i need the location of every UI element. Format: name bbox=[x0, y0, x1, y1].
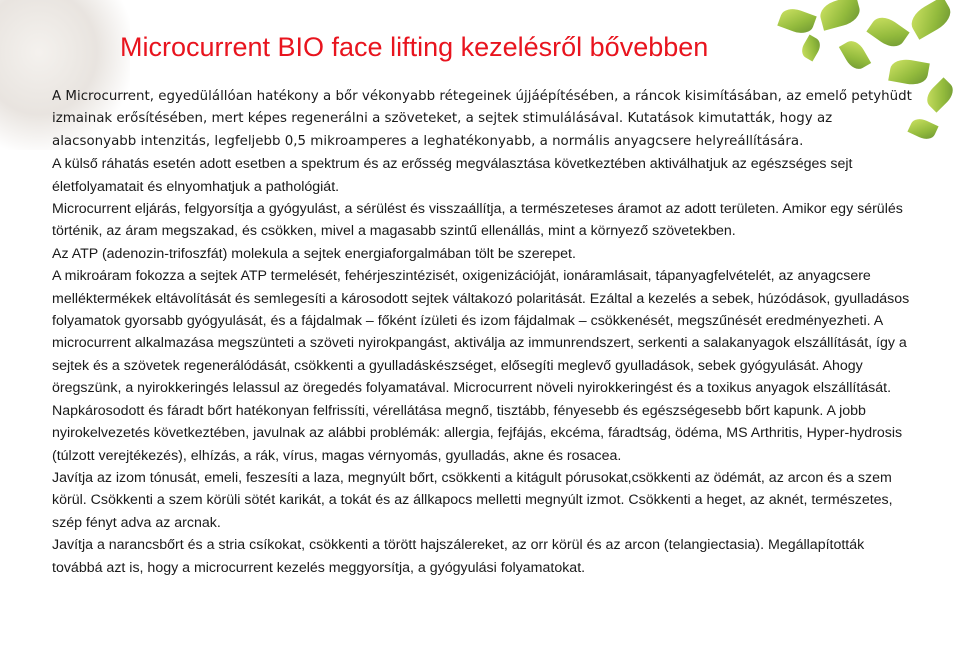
paragraph-procedure: Microcurrent eljárás, felgyorsítja a gyógyulást, a sérülést és visszaállítja, a természeteses áramot az adott területen. Amikor egy sérülés történik, az áram megszakad, és csökken, mivel a magasabb szintű ellenállás, mint a környező szövetekben. bbox=[52, 201, 903, 240]
paragraph-intro: A Microcurrent, egyedülállóan hatékony a bőr vékonyabb rétegeinek újjáépítésében, a ráncok kisimításában, az emelő petyhüdt izmainak erősítésében, mert képes regenerálni a szöveteket, a sejtek stimulálásával. Kutatások kimutatták, hogy az alacsonyabb intenzitás, legfeljebb 0,5 mikroamperes a leghatékonyabb, a normális anyagcsere helyreállítására. bbox=[52, 89, 912, 149]
slide-title: Microcurrent BIO face lifting kezelésről bővebben bbox=[120, 32, 709, 62]
slide-body bbox=[52, 86, 912, 579]
paragraph-external-effect: A külső ráhatás esetén adott esetben a spektrum és az erősség megválasztása következtében aktiválhatjuk az egészséges sejt életfolyamatait és elnyomhatjuk a pathológiát. bbox=[52, 156, 853, 195]
paragraph-muscle-tone: Javítja az izom tónusát, emeli, feszesíti a laza, megnyúlt bőrt, csökkenti a kitágult pórusokat,csökkenti az ödémát, az arcon és a szem körül. Csökkenti a szem körüli sötét karikát, a tokát és az állkapocs melletti megnyúlt izmot. Csökkenti a heget, az aknét, természetes, szép fényt adva az arcnak. bbox=[52, 469, 893, 531]
paragraph-microcurrent-effects: A mikroáram fokozza a sejtek ATP termelését, fehérjeszintézisét, oxigenizációját, ionáramlásait, tápanyagfelvételét, az anyagcsere melléktermékek eltávolítását és semlegesíti a károsodott sejtek váltakozó polaritását. Ezáltal a kezelés a sebek, húzódások, gyulladásos folyamatok gyorsabb gyógyulását, és a fájdalmak – főként ízületi és izom fájdalmak – csökkenését, megszűnését eredményezheti. A microcurrent alkalmazása megszünteti a szöveti nyirokpangást, aktiválja az immunrendszert, serkenti a salakanyagok elszállítását, így a sejtek és a szövetek regenerálódását, csökkenti a gyulladáskészséget, elősegíti meglevő gyulladások, sebek gyógyulását. Ahogy öregszünk, a nyirokkeringés lelassul az öregedés folyamatával. Microcurrent növeli nyirokkeringést és a toxikus anyagok elszállítását. Napkárosodott és fáradt bőrt hatékonyan felfrissíti, vérellátása megnő, tisztább, fényesebb és egészségesebb bőrt kapunk. A jobb nyirokelvezetés következtében, javulnak az alábbi problémák: allergia, fejfájás, ekcéma, fáradtság, ödéma, MS Arthritis, Hyper-hydrosis (túlzott verejtékezés), elhízás, a rák, vírus, magas vérnyomás, gyulladás, akne és rosacea. bbox=[52, 268, 910, 464]
paragraph-cellulite: Javítja a narancsbőrt és a stria csíkokat, csökkenti a törött hajszálereket, az orr körül és az arcon (telangiectasia). Megállapították továbbá azt is, hogy a microcurrent kezelés meggyorsítja, a gyógyulási folyamatokat. bbox=[52, 537, 865, 576]
paragraph-atp: Az ATP (adenozin-trifoszfát) molekula a sejtek energiaforgalmában tölt be szerepet. bbox=[52, 245, 576, 262]
